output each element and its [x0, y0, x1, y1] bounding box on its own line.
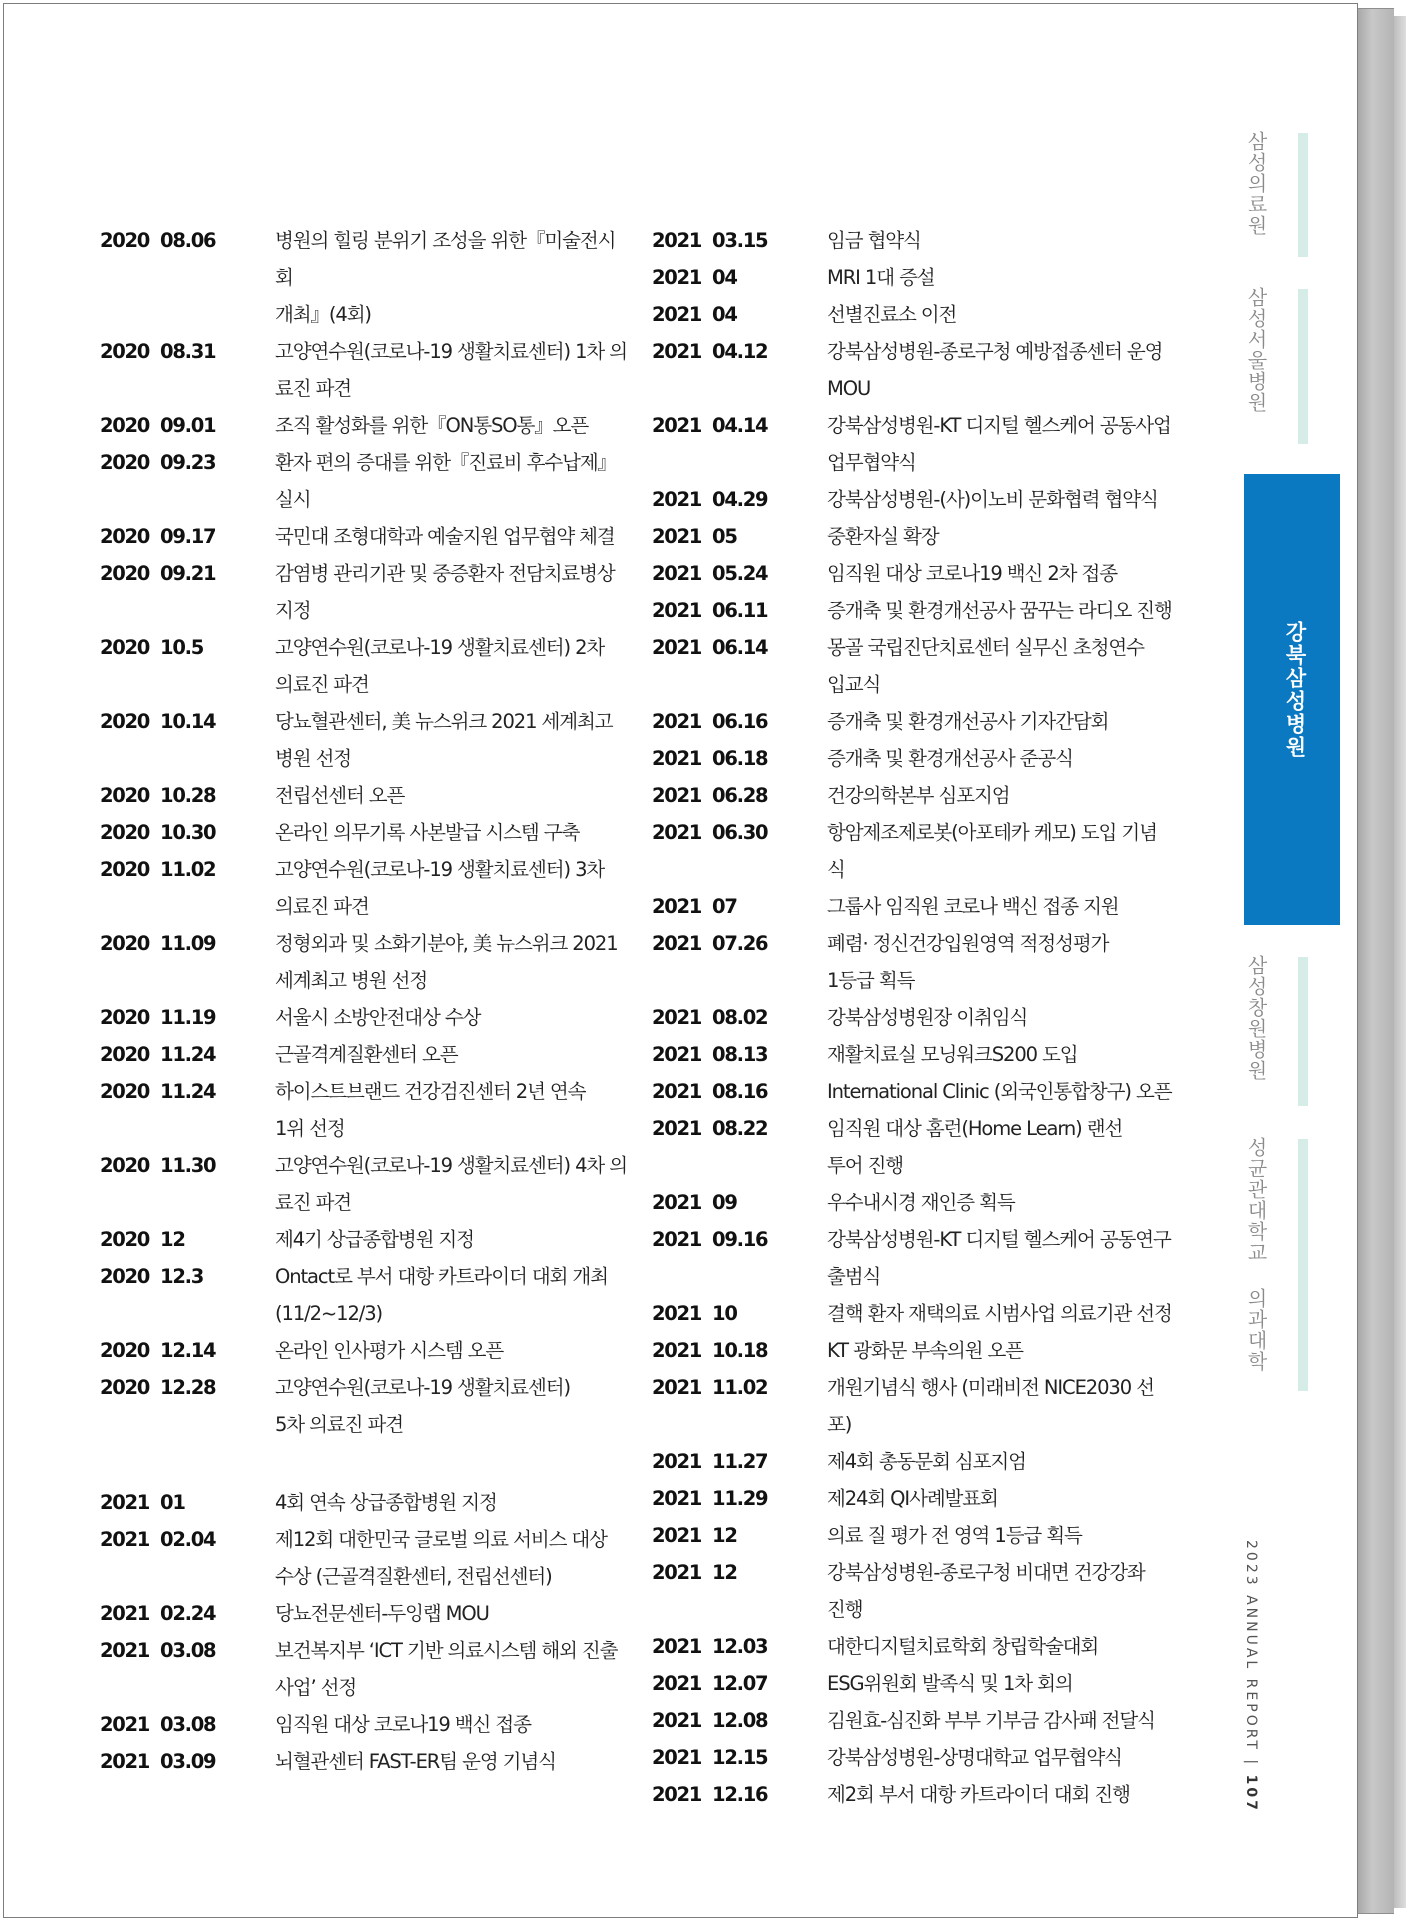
- entry-text: 강북삼성병원장 이취임식: [827, 1006, 1028, 1029]
- timeline-entry: [100, 1332, 630, 1369]
- entry-date: 2021 03.08: [100, 1639, 216, 1662]
- timeline-entry: [652, 481, 1172, 518]
- entry-date: 2021 12.07: [652, 1672, 768, 1695]
- timeline-entry: [652, 1702, 1172, 1739]
- entry-text: ESG위원회 발족식 및 1차 회의: [827, 1672, 1073, 1695]
- timeline-entry: [652, 333, 1172, 407]
- entry-text: 대한디지털치료학회 창립학술대회: [827, 1635, 1099, 1658]
- timeline-entry: [652, 259, 1172, 296]
- entry-text: 제4기 상급종합병원 지정: [275, 1228, 474, 1251]
- entry-text: KT 광화문 부속의원 오픈: [827, 1339, 1023, 1362]
- entry-text: 당뇨전문센터-두잉랩 MOU: [275, 1602, 489, 1625]
- entry-text: 강북삼성병원-상명대학교 업무협약식: [827, 1746, 1122, 1769]
- tab-bar-samsung-changwon-hospital: [1298, 957, 1308, 1106]
- entry-date: 2021 06.30: [652, 821, 768, 844]
- entry-date: 2020 11.30: [100, 1154, 216, 1177]
- entry-text: 제24회 QI사례발표회: [827, 1487, 998, 1510]
- entry-date: 2021 03.08: [100, 1713, 216, 1736]
- timeline-entry: [100, 1706, 630, 1743]
- entry-text: 4회 연속 상급종합병원 지정: [275, 1491, 497, 1514]
- entry-date: 2020 08.31: [100, 340, 216, 363]
- entry-text: 김원효-심진화 부부 기부금 감사패 전달식: [827, 1709, 1155, 1732]
- timeline-entry: [652, 1443, 1172, 1480]
- entry-date: 2020 12.28: [100, 1376, 216, 1399]
- timeline-entry: [652, 1184, 1172, 1221]
- entry-text: 온라인 인사평가 시스템 오픈: [275, 1339, 504, 1362]
- entry-date: 2021 10: [652, 1302, 737, 1325]
- timeline-entry: [652, 888, 1172, 925]
- timeline-entry: [100, 1073, 630, 1147]
- entry-date: 2021 03.15: [652, 229, 768, 252]
- timeline-entry: [652, 592, 1172, 629]
- entry-text: 선별진료소 이전: [827, 303, 957, 326]
- timeline-entry: [100, 1369, 630, 1443]
- entry-date: 2021 02.24: [100, 1602, 216, 1625]
- entry-text: 고양연수원(코로나-19 생활치료센터) 2차 의료진 파견: [275, 636, 605, 696]
- entry-text: 제2회 부서 대항 카트라이더 대회 진행: [827, 1783, 1130, 1806]
- entry-text: 당뇨혈관센터, 美 뉴스위크 2021 세계최고 병원 선정: [275, 710, 613, 770]
- entry-date: 2020 09.17: [100, 525, 216, 548]
- page-stack-edge: [1394, 16, 1406, 1908]
- timeline-entry: [100, 777, 630, 814]
- timeline-entry: [100, 333, 630, 407]
- timeline-entry: [100, 1147, 630, 1221]
- entry-text: 하이스트브랜드 건강검진센터 2년 연속 1위 선정: [275, 1080, 586, 1140]
- entry-text: 국민대 조형대학과 예술지원 업무협약 체결: [275, 525, 615, 548]
- entry-date: 2020 12.3: [100, 1265, 203, 1288]
- timeline-entry: [652, 1073, 1172, 1110]
- timeline-entry: [100, 1258, 630, 1332]
- entry-date: 2020 11.24: [100, 1043, 216, 1066]
- entry-date: 2020 10.28: [100, 784, 216, 807]
- timeline-entry: [100, 629, 630, 703]
- timeline-entry: [652, 1480, 1172, 1517]
- entry-date: 2021 12.08: [652, 1709, 768, 1732]
- entry-text: 강북삼성병원-KT 디지털 헬스케어 공동연구 출범식: [827, 1228, 1171, 1288]
- timeline-entry: [652, 555, 1172, 592]
- timeline-entry: [652, 1036, 1172, 1073]
- timeline-entry: [100, 999, 630, 1036]
- entry-date: 2020 11.09: [100, 932, 216, 955]
- timeline-entry: [652, 1776, 1172, 1813]
- entry-text: 재활치료실 모닝워크S200 도입: [827, 1043, 1078, 1066]
- timeline-entry: [652, 1369, 1172, 1443]
- timeline-entry: [652, 1665, 1172, 1702]
- timeline-entry: [652, 1295, 1172, 1332]
- entry-text: 몽골 국립진단치료센터 실무신 초청연수 입교식: [827, 636, 1144, 696]
- entry-text: International Clinic (외국인통합창구) 오픈: [827, 1080, 1172, 1103]
- entry-date: 2021 08.22: [652, 1117, 768, 1140]
- entry-date: 2021 12: [652, 1561, 737, 1584]
- entry-text: 증개축 및 환경개선공사 준공식: [827, 747, 1073, 770]
- entry-date: 2021 06.14: [652, 636, 768, 659]
- entry-date: 2021 11.29: [652, 1487, 768, 1510]
- entry-text: 임직원 대상 코로나19 백신 2차 접종: [827, 562, 1117, 585]
- timeline-entry: [652, 1110, 1172, 1184]
- timeline-column-right: [652, 222, 1172, 1813]
- timeline-entry: [100, 407, 630, 444]
- timeline-entry: [100, 1521, 630, 1595]
- entry-date: 2021 11.27: [652, 1450, 768, 1473]
- entry-date: 2020 11.24: [100, 1080, 216, 1103]
- entry-date: 2021 03.09: [100, 1750, 216, 1773]
- entry-date: 2021 04: [652, 266, 737, 289]
- timeline-entry: [652, 1628, 1172, 1665]
- entry-text: 조직 활성화를 위한『ON통SO통』오픈: [275, 414, 589, 437]
- timeline-entry: [652, 777, 1172, 814]
- active-tab-label: 강북삼성병원: [1283, 621, 1307, 759]
- entry-date: 2021 06.18: [652, 747, 768, 770]
- timeline-entry: [100, 555, 630, 629]
- page-number: 107: [1243, 1774, 1259, 1813]
- entry-date: 2021 05.24: [652, 562, 768, 585]
- entry-date: 2021 02.04: [100, 1528, 216, 1551]
- tab-samsung-seoul-hospital[interactable]: 삼성서울병원: [1244, 287, 1268, 413]
- entry-text: 임금 협약식: [827, 229, 921, 252]
- entry-text: 강북삼성병원-(사)이노비 문화협력 협약식: [827, 488, 1158, 511]
- entry-date: 2020 10.5: [100, 636, 203, 659]
- timeline-entry: [652, 1221, 1172, 1295]
- entry-text: 건강의학본부 심포지엄: [827, 784, 1010, 807]
- entry-text: 우수내시경 재인증 획득: [827, 1191, 1015, 1214]
- entry-text: 병원의 힐링 분위기 조성을 위한『미술전시회 개최』(4회): [275, 229, 616, 326]
- timeline-entry: [100, 814, 630, 851]
- entry-date: 2021 07: [652, 895, 737, 918]
- tab-samsung-changwon-hospital[interactable]: 삼성창원병원: [1244, 955, 1268, 1081]
- entry-text: 임직원 대상 홈런(Home Learn) 랜선 투어 진행: [827, 1117, 1123, 1177]
- entry-date: 2020 12: [100, 1228, 185, 1251]
- timeline-entry: [652, 1332, 1172, 1369]
- timeline-entry: [652, 1739, 1172, 1776]
- entry-text: 중환자실 확장: [827, 525, 939, 548]
- entry-text: 보건복지부 ‘ICT 기반 의료시스템 해외 진출 사업’ 선정: [275, 1639, 618, 1699]
- timeline-entry: [652, 407, 1172, 481]
- entry-text: 결핵 환자 재택의료 시범사업 의료기관 선정: [827, 1302, 1172, 1325]
- timeline-entry: [100, 1221, 630, 1258]
- entry-text: 고양연수원(코로나-19 생활치료센터) 5차 의료진 파견: [275, 1376, 570, 1436]
- entry-date: 2020 09.23: [100, 451, 216, 474]
- entry-date: 2020 09.21: [100, 562, 216, 585]
- entry-date: 2021 01: [100, 1491, 185, 1514]
- timeline-entry: [100, 851, 630, 925]
- entry-text: 근골격계질환센터 오픈: [275, 1043, 458, 1066]
- timeline-entry: [652, 703, 1172, 740]
- entry-text: 제4회 총동문회 심포지엄: [827, 1450, 1026, 1473]
- timeline-entry: [652, 999, 1172, 1036]
- entry-text: 강북삼성병원-종로구청 예방접종센터 운영 MOU: [827, 340, 1163, 400]
- entry-date: 2021 09.16: [652, 1228, 768, 1251]
- entry-date: 2021 11.02: [652, 1376, 768, 1399]
- timeline-entry: [652, 222, 1172, 259]
- entry-text: 개원기념식 행사 (미래비전 NICE2030 선포): [827, 1376, 1154, 1436]
- entry-date: 2021 12.15: [652, 1746, 768, 1769]
- entry-date: 2020 11.02: [100, 858, 216, 881]
- timeline-entry: [100, 703, 630, 777]
- entry-date: 2021 09: [652, 1191, 737, 1214]
- timeline-entry: [652, 518, 1172, 555]
- timeline-entry: [100, 1632, 630, 1706]
- entry-date: 2020 10.14: [100, 710, 216, 733]
- entry-text: MRI 1대 증설: [827, 266, 935, 289]
- document-page: [3, 3, 1358, 1918]
- entry-date: 2021 06.28: [652, 784, 768, 807]
- entry-text: 항암제조제로봇(아포테카 케모) 도입 기념식: [827, 821, 1157, 881]
- timeline-entry: [652, 1554, 1172, 1628]
- timeline-entry: [100, 925, 630, 999]
- timeline-entry: [100, 1743, 630, 1780]
- report-title: 2023 ANNUAL REPORT |: [1243, 1540, 1259, 1775]
- entry-date: 2020 09.01: [100, 414, 216, 437]
- year-gap: [100, 1443, 630, 1484]
- page-edge: [1358, 8, 1394, 1914]
- timeline-entry: [100, 1484, 630, 1521]
- entry-date: 2020 10.30: [100, 821, 216, 844]
- entry-text: 고양연수원(코로나-19 생활치료센터) 4차 의 료진 파견: [275, 1154, 627, 1214]
- entry-text: 고양연수원(코로나-19 생활치료센터) 3차 의료진 파견: [275, 858, 605, 918]
- timeline-entry: [652, 925, 1172, 999]
- tab-bar-skku-medicine: [1298, 1139, 1308, 1391]
- entry-date: 2021 04.12: [652, 340, 768, 363]
- entry-text: 의료 질 평가 전 영역 1등급 획득: [827, 1524, 1082, 1547]
- entry-date: 2021 07.26: [652, 932, 768, 955]
- entry-date: 2021 12.16: [652, 1783, 768, 1806]
- entry-text: 정형외과 및 소화기분야, 美 뉴스위크 2021 세계최고 병원 선정: [275, 932, 618, 992]
- entry-date: 2021 04.29: [652, 488, 768, 511]
- entry-date: 2021 08.02: [652, 1006, 768, 1029]
- timeline-entry: [652, 296, 1172, 333]
- entry-text: 서울시 소방안전대상 수상: [275, 1006, 481, 1029]
- entry-date: 2021 06.16: [652, 710, 768, 733]
- entry-date: 2020 11.19: [100, 1006, 216, 1029]
- entry-text: 제12회 대한민국 글로벌 의료 서비스 대상 수상 (근골격질환센터, 전립선센터): [275, 1528, 607, 1588]
- entry-date: 2021 12.03: [652, 1635, 768, 1658]
- tab-skku-medicine[interactable]: 성균관대학교 의과대학: [1244, 1137, 1268, 1372]
- timeline-entry: [100, 1036, 630, 1073]
- timeline-entry: [100, 444, 630, 518]
- entry-date: 2020 12.14: [100, 1339, 216, 1362]
- timeline-entry: [652, 1517, 1172, 1554]
- entry-text: 전립선센터 오픈: [275, 784, 405, 807]
- entry-date: 2021 04.14: [652, 414, 768, 437]
- entry-date: 2021 08.13: [652, 1043, 768, 1066]
- entry-text: 강북삼성병원-KT 디지털 헬스케어 공동사업 업무협약식: [827, 414, 1171, 474]
- entry-text: 온라인 의무기록 사본발급 시스템 구축: [275, 821, 580, 844]
- timeline-entry: [100, 222, 630, 333]
- entry-text: 뇌혈관센터 FAST-ER팀 운영 기념식: [275, 1750, 556, 1773]
- entry-date: 2021 08.16: [652, 1080, 768, 1103]
- entry-text: 그룹사 임직원 코로나 백신 접종 지원: [827, 895, 1119, 918]
- timeline-column-left: [100, 222, 630, 1780]
- entry-text: 고양연수원(코로나-19 생활치료센터) 1차 의 료진 파견: [275, 340, 627, 400]
- entry-date: 2021 10.18: [652, 1339, 768, 1362]
- entry-date: 2021 06.11: [652, 599, 768, 622]
- entry-text: 강북삼성병원-종로구청 비대면 건강강좌 진행: [827, 1561, 1145, 1621]
- entry-text: Ontact로 부서 대항 카트라이더 대회 개최 (11/2~12/3): [275, 1265, 608, 1325]
- entry-text: 감염병 관리기관 및 중증환자 전담치료병상 지정: [275, 562, 615, 622]
- timeline-entry: [652, 740, 1172, 777]
- entry-text: 증개축 및 환경개선공사 기자간담회: [827, 710, 1109, 733]
- entry-text: 폐렴· 정신건강입원영역 적정성평가 1등급 획득: [827, 932, 1109, 992]
- timeline-entry: [100, 518, 630, 555]
- tab-samsung-medical-center[interactable]: 삼성의료원: [1244, 131, 1268, 236]
- timeline-entry: [652, 629, 1172, 703]
- entry-text: 임직원 대상 코로나19 백신 접종: [275, 1713, 531, 1736]
- entry-date: 2021 12: [652, 1524, 737, 1547]
- tab-bar-samsung-medical-center: [1298, 133, 1308, 257]
- entry-date: 2021 04: [652, 303, 737, 326]
- entry-date: 2020 08.06: [100, 229, 216, 252]
- report-footer: [1243, 1540, 1259, 1813]
- entry-text: 환자 편의 증대를 위한『진료비 후수납제』 실시: [275, 451, 616, 511]
- entry-date: 2021 05: [652, 525, 737, 548]
- timeline-entry: [100, 1595, 630, 1632]
- tab-bar-samsung-seoul-hospital: [1298, 289, 1308, 444]
- timeline-entry: [652, 814, 1172, 888]
- entry-text: 증개축 및 환경개선공사 꿈꾸는 라디오 진행: [827, 599, 1172, 622]
